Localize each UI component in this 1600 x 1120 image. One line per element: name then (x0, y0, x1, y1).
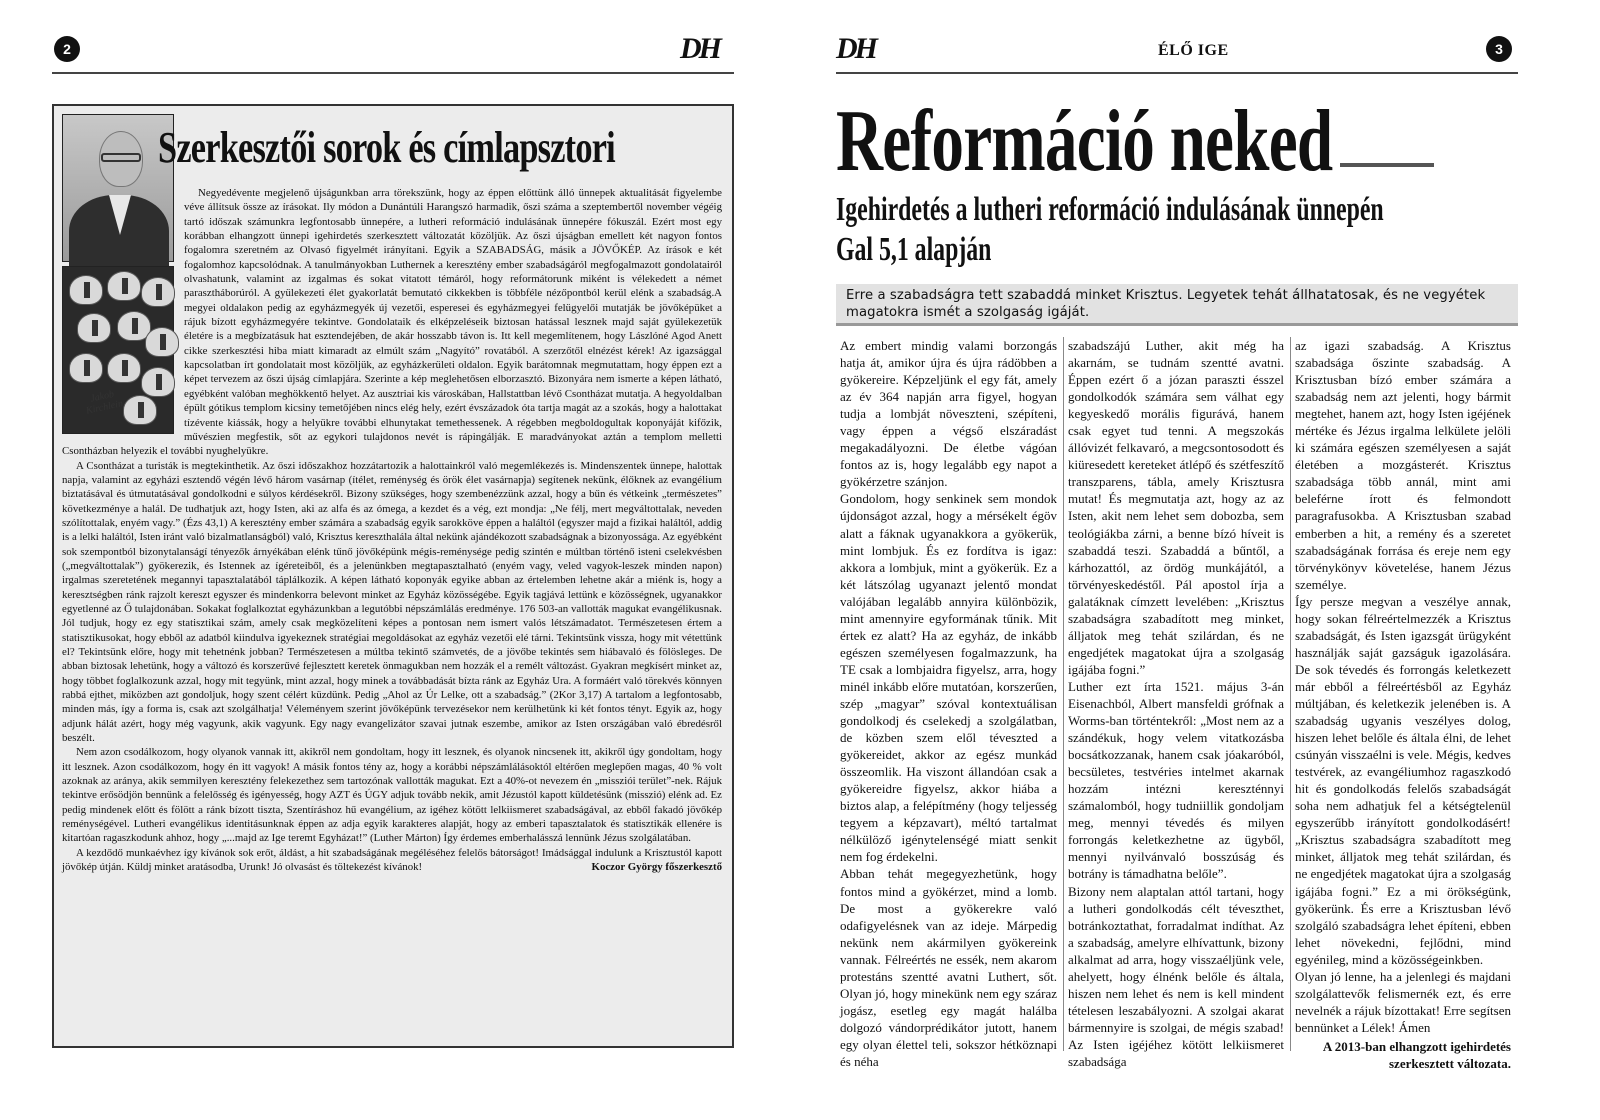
subtitle-line: Igehirdetés a lutheri reformáció indulásának ünnepén (836, 191, 1384, 228)
title-dash (1340, 163, 1434, 167)
skulls-photo (62, 266, 174, 434)
article-paragraph: szabadszájú Luther, akit még ha akarnám, se tudnám szentté avatni. Éppen ezért ő a józan paraszti ésszel gondolkodók számára sem válhat egy kegyeskedő morális figurává, hanem csak egyet tud tenni. A megszokás állóvizét felkavaró, a megcsontosodott és kiüresedett kereteket átlépő és szétfeszítő transzparens, tábla, amely Krisztusra mutat! És megmutatja azt, hogy az az Isten, akit nem lehet sem dobozba, sem teológiákba zárni, a benne bízó híveit is szabaddá teszi. Szabaddá a bűntől, a kárhozattól, az ördög munkájától, a törvényeskedéstől. Pál apostol írja a galatáknak címzett levelében: „Krisztus szabadságra szabadított meg minket, álljatok meg tehát szilárdan, és ne engedjétek magatokat újra a szolgaság igájába fogni.” (1068, 338, 1284, 677)
article-paragraph: Abban tehát megegyezhetünk, hogy fontos mind a gyökérzet, mind a lomb. De most a gyökerekre való odafigyelésnek van az ideje. Márpedig nekünk nem akármilyen gyökereink vannak. Félreértés ne essék, nem akarom protestáns szentté avatni Luthert, sőt. Olyan jó, hogy minekünk nem egy száraz jogász, esetleg egy magát halálba dolgozó vándorprédikátor jutott, hanem egy olyan élettel teli, sokszor hétköznapi és néha (840, 866, 1057, 1069)
editorial-title: Szerkesztői sorok és címlapsztori (158, 123, 615, 172)
subtitle-line: Gal 5,1 alapján (836, 231, 992, 268)
article-column-2 (1063, 337, 1290, 1069)
article-paragraph: Így persze megvan a veszélye annak, hogy sokan félreértelmezzék a Krisztus szabadságát, és Isten igazsgát ürügyként használják saját gazságuk igazolására. De sok tévedés és forrongás keletkezett már ebből a félreértésből az Egyház múltjában, és keletkezik jelenében is. A szabadság ugyanis veszélyes dolog, hiszen lehet belőle és általa élni, de lehet csúnyán visszaélni is vele. Mégis, kedves testvérek, az evangéliumhoz ragaszkodó hit és gondolkodás felelős szabadságát soha nem adhatjuk fel a kétségtelenül egyszerűbb irányított gondolkodásért! „Krisztus szabadságra szabadított meg minket, álljatok meg tehát szilárdan, és ne engedjétek magatokat újra a szolgaság igájába fogni.” Ez a mi örökségünk, gyökerünk. És erre a Krisztusban lévő szolgáló szabadságra lehet építeni, ebben lehet növekedni, fejlődni, mind egyénileg, mind a közösségeinkben. (1295, 593, 1511, 967)
logo: DH (836, 32, 875, 65)
article-subtitle (836, 190, 1384, 270)
section-label: ÉLŐ IGE (1158, 42, 1229, 59)
article-column-1 (836, 337, 1063, 1069)
article-columns (836, 337, 1518, 1071)
editorial-box (52, 104, 734, 1048)
article-paragraph: az igazi szabadság. A Krisztus szabadsága őszinte szabadság. A Krisztusban bízó ember számára a szabadság nem azt jelenti, hogy bármit megtehet, hanem azt, hogy Isten igéjének mértéke és Jézus irgalma lelkülete jelöli ki számára egészen személyesen a saját életében a mozgásterét. Krisztus szabadsága több annál, mint ami beleférne írott és felmondott paragrafusokba. A Krisztusban szabad emberben a hit, a remény és a szeretet szabadságának forrása és ereje nem egy törvénykönyv követelése, hanem Jézus személye. (1295, 338, 1511, 592)
article-paragraph: Bizony nem alaptalan attól tartani, hogy a lutheri gondolkodás célt téveszthet, botránkoztathat, forradalmat indíthat. Az a szabadság, amelyre elhívattunk, bizony alkalmat ad arra, hogy visszaéljünk vele, ahelyett, hogy élnénk belőle és általa, hiszen nem lehet és nem is kell mindent tételesen leszabályozni. A szolgai akarat bármennyire is szolgai, de mégis szabad! Az Isten igéjéhez kötött lelkiismeret szabadsága (1068, 883, 1284, 1069)
left-page (0, 0, 790, 1120)
editorial-paragraph: Nem azon csodálkozom, hogy olyanok vannak itt, akikről nem gondoltam, hogy itt lesznek, és olyanok nincsenek itt, akikről úgy gondoltam, hogy itt lesznek. Azon csodálkozom, hogy én itt vagyok! A másik fontos tény az, hogy a korábbi népszámlálásoktól eltérően meglepően magas, 40 % volt azoknak az aránya, akik semmilyen keresztény felekezethez sem tartozónak vallották magukat. Ezt a 40%-ot nevezem én „missziói terület”-nek. Rájuk tekintve erősödjön bennünk a felelősség és igényesség, hogy AZT és ÚGY adjuk tovább nekik, amit Jézustól kapott küldetésünk (misszió) elénk ad. Ez pedig mindenek előtt és fölött a ránk bízott tiszta, Szentíráshoz hű evangélium, az igéhez kötött lelkiismeret szabadságával, az ebből fakadó jövőkép reménységével. Lutheri evangélikus identitásunknak éppen az adja egyik karakteres alapját, hogy az emberi tapasztalatok és statisztikák ellenére is kitartóan ragaszkodunk ahhoz, hogy „...majd az Ige teremt Egyházat!” (Luther Márton) Így érdemes emberhalásszá lennünk Jézus szolgálatában. (62, 746, 722, 845)
article-title: Reformáció neked (836, 93, 1333, 190)
closing-note: A 2013-ban elhangzott igehirdetés szerkesztett változata. (1322, 1038, 1511, 1071)
editorial-paragraph: A Csontházat a turisták is megtekinthetik. Az őszi időszakhoz hozzátartozik a halottainkról való megemlékezés is. Mindenszentek ünnepe, halottak napja, valamint az egyházi esztendő végén lévő három vasárnap (ítélet, reménység és örök élet vasárnapja) segítenek nekünk, élőknek az evangélium biztatásával és útmutatásával gondolkodni e súlyos kérdésekről. Bizony szükséges, hogy szembenézzünk azzal, hogy a bűn és vétkeink „természetes” következménye a halál. De tudhatjuk azt, hogy Isten, aki az alfa és az ómega, a kezdet és a vég, ezt mondja: „Ne félj, mert megváltottalak, neveden szólítottalak, enyém vagy.” (Ézs 43,1) A keresztény ember számára a szabadság egyik sarokköve éppen a haláltól (egyszer majd a fizikai haláltól, addig is a lelki haláltól, Isten iránt való bizalmatlanságból) való, Krisztus kereszthalála által nekünk ajándékozott szabadságnak a bizonyossága. Az egyébként sok szempontból bizonytalanságí tényezők árnyékában elénk tűnő jövőképünk mégis-reménysége pedig szintén e múltban történő isteni cselekvésben („megváltottalak”) gyökerezik, és Istennek az ígéreteiből, és a jelenünkben megtapasztalható (enyém vagy, veled vagyok-leszek minden napon) irgalmas szeretetének megannyi tapasztalatából táplálkozik. A képen látható koponyák egyike abban az értelemben lehetne akár a miénk is, hogy a keresztségben ránk rajzolt kereszt egyszer és mindenkorra belevont minket az Egyház közösségébe. Egyik tagjává lettünk e közösségnek, ugyanakkor egyetlenné az Ő tulajdonában. Sokakat foglalkoztat egyházunkban a legutóbbi népszámlálás eredménye. 176 503-an vallották magukat evangélikusnak. Jól tudjuk, hogy ez egy statisztikai szám, amely csak megközelíteni képes a pontosan nem ismert valós létszámadatot. Természetesen értem a statisztikusokat, hogy ebből az adatból kiindulva igyekeznek stratégiai megoldásokat az egyház vezetői elé tárni. Tekintsünk vissza, hogy mit vétettünk el? Tekintsünk előre, hogy mit tehetnénk jobban? Természetesen a múltba tekintő számvetés, de a jövőbe tekintés sem hiábavaló és fölösleges. De abban biztosak lehetünk, hogy a változó és korszerűvé fejlesztett keretek önmagukban nem hozzák el a remélt változást. Gyakran megkísért minket az, hogy többet foglalkozunk azzal, hogy mit tegyünk, mint azzal, hogy minek a továbbadását bízta ránk az Egyház Ura. A formáért való törekvés könnyen rabbá ejthet, miközben azt gondoljuk, hogy szent célért küzdünk. Pedig „Ahol az Úr Lelke, ott a szabadság.” (2Kor 3,17) A tartalom a legfontosabb, minden más, így a forma is, csak azt szolgálhatja! Véleményem szerint jövőképünk tervezésekor nem kerülhetünk ki két fontos tényt. Egyik az, hogy adjunk hálát azért, hogy még vagyunk, akik vagyunk. Egy nagy evangelizátor szavai jutnak eszembe, amikor az Isten országában való ébredésről beszélt. (62, 459, 722, 745)
article-paragraph: Olyan jó lenne, ha a jelenlegi és majdani szolgálattevők felismernék ezt, és erre nevelnék a rájuk bízottakat! Erre segítsen bennünket a Lélek! Ámen (1295, 968, 1511, 1035)
editorial-paragraph: Negyedévente megjelenő újságunkban arra törekszünk, hogy az éppen előttünk álló ünnepek aktualitását figyelembe véve állítsuk össze az írásokat. Ily módon a Dunántúli Harangszó harmadik, őszi száma a szeptembertől november végéig tartó időszak számunkra legfontosabb ünnepére, a lutheri reformáció indulásának ünnepére fókuszál. Ezért most egy korábban elhangzott ünnepi igehirdetés szerkesztett változatát közöljük. Az őszi újságban emellett két nagyon fontos fogalomra szeretném az Olvasó figyelmét irányítani. Egyik a SZABADSÁG, másik a JÖVŐKÉP. Az írások e két fogalomhoz kapcsolódnak. A tanulmányokban Luthernek a keresztény ember szabadságáról megfogalmazott gondolatairól olvashatunk, valamint az izgalmas és sokat vitatott témáról, hogy reformátorunk miként is vélekedett a német parasztháborúról. A gyülekezeti élet gyakorlatát bemutató cikkekben is többféle nézőpontból kerül elénk a szabadság.A megyei oldalakon pedig az egyházmegyék új vezetői, esperesei és egyházmegyei felügyelői mutatják be jövőképüket a rájuk bízott egyházmegyére tekintve. Gondolataik és elképzeléseik biztosan hatással lesznek majd saját gyülekezetük életére is a megbízatásuk hat esztendejében, de akár hosszabb távon is. Itt kell megemlítenem, hogy Lászlóné Agod Anett cikke szerkesztési hiba miatt kimaradt az elmúlt szám „Nagyító” rovatából. A szerzőtől elnézést kérek! Az igazsággal kapcsolatban írt gondolatait most közöljük, az egyházkerületi oldalon. Egyik barátomnak megmutattam, hogy éppen ezt a képet tervezem az őszi újság címlapjára. Szerinte a kép meglehetősen elborzasztó. Bizonyára nem ismerte a képen látható, egyébként valóban meghökkentő helyet. Az ausztriai kis városkában, Hallstattban lévő Csontházat mutatja. A hegyoldalban épült gótikus templom kicsiny temetőjében nincs elég hely, ezért évszázadok óta tartja magát az a szokás, hogy a halottakat tízévente kiássák, hogy a helyükre további elhunytakat temethessenek. A régebben megboldogultak koponyáját kifőzik, művészien megfestik, sőt az egykori tulajdonos nevét is rápingálják. E maradványokat aztán a templom melletti Csontházban helyezik el további nyughelyükre. (62, 187, 722, 458)
editorial-paragraph-last (62, 846, 722, 875)
header-rule (836, 72, 1518, 74)
article-column-3 (1290, 337, 1517, 1071)
bible-quote: Erre a szabadságra tett szabaddá minket Krisztus. Legyetek tehát állhatatosak, és ne vegyétek magatokra ismét a szolgaság igáját. (836, 284, 1518, 326)
editorial-paragraph: A kezdődő munkaévhez így kívánok sok erőt, áldást, a hit szabadságának megéléséhez felelős bátorságot! Imádsággal indulunk a Krisztustól kapott jövőkép útján. Küldj minket aratásodba, Urunk! Jó olvasást és töltekezést kívánok! (62, 846, 722, 874)
article-paragraph: Gondolom, hogy senkinek sem mondok újdonságot azzal, hogy a mérsékelt égöv alatt a fáknak ugyanakkora a gyökerük, mint lombjuk. És ez fordítva is igaz: akkora a lombjuk, mint a gyökerük. Ez a két látszólag ugyanazt jelentő mondat valójában legalább annyira különbözik, mint amennyire egyformának tűnik. Mit értek ez alatt? Ha az egyház, de inkább egészen személyesen fogalmazzunk, ha TE csak a lombjaidra figyelsz, arra, hogy minél inkább előre mutatóan, korszerűen, szép „magyar” szóval kontextuálisan gondolkodj és cselekedj a szolgálatban, de közben szem elől téveszted a gyökereidet, akkor az egész munkád összeomlik. Ha viszont állandóan csak a gyökereidre figyelsz, akkor hiába a biztos alap, a felépítmény (hogy teljesség tegyem a képzavart), méltó tartalmat nélkülöző igénytelenségé miatt senkit nem fog érdekelni. (840, 491, 1057, 865)
page-number: 3 (1486, 36, 1512, 62)
logo: DH (680, 32, 719, 65)
header-rule (52, 72, 734, 74)
skull-inscription: Jakob Kirchlein (85, 388, 124, 417)
article-paragraph: Az embert mindig valami borzongás hatja át, amikor újra és újra rádöbben a gyökereire. Képzeljünk el egy fát, amely az év 364 napján arra figyel, hogyan tudja a lombját növeszteni, szépíteni, vagy éppen a végső elszáradást megakadályozni. De életbe vágóan fontos az is, hogy legalább egy napot a gyökérzetre szánjon. (840, 338, 1057, 490)
article-paragraph: Luther ezt írta 1521. május 3-án Eisenachból, Albert mansfeldi grófnak a Worms-ban történtekről: „Most nem az a szándékuk, hogy velem vitatkozásba bocsátkozzanak, hanem csak jóakaróból, becsületes, testvéries intelmet akarnak hozzám intézni kereszténnyi számalomból, hogy tudniillik gondoljam meg, mennyi tévedés és milyen forrongás keletkezhetne az ügyből, mennyi nyilvánvaló bosszúság és botrány is támadhatna belőle”. (1068, 678, 1284, 882)
editorial-author: Koczor György főszerkesztő (591, 861, 722, 874)
right-page (790, 0, 1600, 1120)
page-number: 2 (54, 36, 80, 62)
